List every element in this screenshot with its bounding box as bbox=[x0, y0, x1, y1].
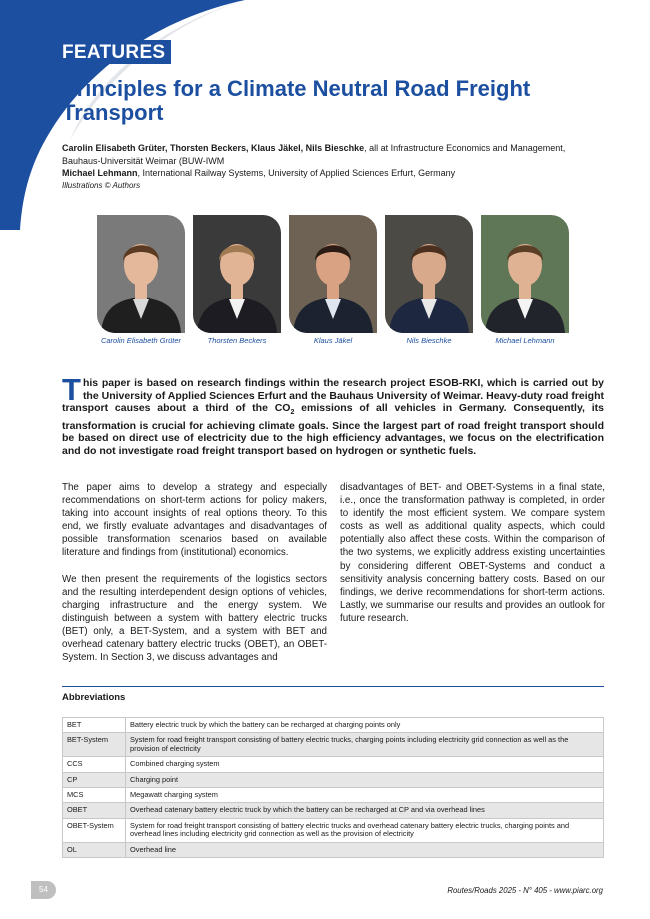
abbreviations-table bbox=[62, 717, 604, 858]
abbreviation-term: MCS bbox=[63, 788, 126, 803]
abbreviation-definition: Combined charging system bbox=[126, 757, 604, 772]
author-affiliation-second: , International Railway Systems, University of Applied Sciences Erfurt, Germany bbox=[137, 168, 456, 178]
abbreviation-term: CCS bbox=[63, 757, 126, 772]
author-affiliation-cont: Bauhaus-Universität Weimar (BUW-IWM bbox=[62, 155, 225, 166]
abstract-text-2: emissions of all vehicles in Germany. Consequently, its transformation is crucial for achieving climate goals. Since the largest part of road freight transport should be based on direct use of electricity due to the high efficiency advantages, we focus on the electrification and do not investigate road freight transport based on hydrogen or synthetic fuels. bbox=[62, 402, 604, 457]
abbreviation-term: OBET bbox=[63, 803, 126, 818]
author-names: Carolin Elisabeth Grüter, Thorsten Beckers, Klaus Jäkel, Nils Bieschke bbox=[62, 143, 365, 153]
abstract-text-1: his paper is based on research findings within the research project ESOB-RKI, which is carried out by the University of Applied Sciences Erfurt and the Bauhaus University of Weimar. Heavy-duty road freight transport causes about a third of the CO bbox=[62, 377, 604, 414]
author-name-second: Michael Lehmann bbox=[62, 168, 138, 178]
table-row bbox=[63, 818, 604, 842]
section-divider bbox=[62, 686, 604, 687]
photo-caption: Klaus Jäkel bbox=[313, 336, 353, 345]
abbreviation-definition: Battery electric truck by which the battery can be recharged at charging points only bbox=[126, 718, 604, 733]
author-photo bbox=[193, 215, 281, 333]
body-paragraph: disadvantages of BET- and OBET-Systems in a final state, i.e., once the transformation pathway is completed, in order to identify the most efficient system. We compare system costs as well as additional quality aspects, which could potentially also affect these costs. Within the comparison of the two systems, we explicitly address existing uncertainties by considering different OBET-Systems and conduct a sensitivity analysis concerning battery costs. Based on our findings, we derive recommendations for short-term actions. Lastly, we summarise our results and provides an outlook for future research. bbox=[340, 482, 605, 624]
abbreviation-definition: Overhead catenary battery electric truck by which the battery can be recharged at CP and via overhead lines bbox=[126, 803, 604, 818]
photo-caption: Michael Lehmann bbox=[495, 336, 555, 345]
abbreviation-term: BET bbox=[63, 718, 126, 733]
photo-caption: Nils Bieschke bbox=[406, 336, 452, 345]
author-photo bbox=[481, 215, 569, 333]
table-row bbox=[63, 733, 604, 757]
page-number: 54 bbox=[31, 881, 56, 899]
abbreviation-definition: Megawatt charging system bbox=[126, 788, 604, 803]
abstract-subscript: 2 bbox=[290, 409, 295, 417]
abbreviation-term: OBET-System bbox=[63, 818, 126, 842]
abbreviation-definition: System for road freight transport consisting of battery electric trucks and overhead catenary battery electric trucks, charging points and overhead lines including electricity grid connection as well as the provision of electricity bbox=[126, 818, 604, 842]
journal-footer: Routes/Roads 2025 - N° 405 - www.piarc.org bbox=[447, 886, 603, 895]
abbreviation-definition: Overhead line bbox=[126, 842, 604, 857]
table-row bbox=[63, 803, 604, 818]
illustration-credit: Illustrations © Authors bbox=[62, 180, 141, 190]
body-column-left bbox=[62, 481, 327, 677]
table-row bbox=[63, 772, 604, 787]
abbreviations-heading: Abbreviations bbox=[62, 692, 126, 703]
table-row bbox=[63, 788, 604, 803]
article-title: Principles for a Climate Neutral Road Freight Transport bbox=[62, 76, 531, 125]
abbreviation-definition: System for road freight transport consisting of battery electric trucks, charging points including electricity grid connection as well as the provision of electricity bbox=[126, 733, 604, 757]
abbreviation-definition: Charging point bbox=[126, 772, 604, 787]
author-photo bbox=[385, 215, 473, 333]
photo-caption: Thorsten Beckers bbox=[207, 336, 267, 345]
section-tag: FEATURES bbox=[56, 40, 171, 64]
author-affiliation: , all at Infrastructure Economics and Management, bbox=[364, 143, 566, 153]
body-paragraph: We then present the requirements of the logistics sectors and the resulting interdependent design options of vehicles, charging infrastructure and the energy system. We distinguish between a system with battery electric trucks (BET) only, a BET-System, and a system with BET and overhead catenary battery electric trucks (OBET), an OBET-System. In Section 3, we discuss advantages and bbox=[62, 573, 327, 664]
table-row bbox=[63, 842, 604, 857]
author-photo bbox=[289, 215, 377, 333]
author-photo bbox=[97, 215, 185, 333]
drop-cap: T bbox=[62, 372, 81, 407]
body-paragraph: The paper aims to develop a strategy and especially recommendations on short-term actions for policy makers, taking into account insights of real options theory. To this end, we firstly evaluate advantages and disadvantages of possible transformation scenarios based on available literature and findings from (institutional) economics. bbox=[62, 482, 327, 559]
abstract bbox=[62, 372, 604, 457]
table-row bbox=[63, 757, 604, 772]
photo-caption: Carolin Elisabeth Grüter bbox=[100, 336, 182, 345]
abbreviation-term: CP bbox=[63, 772, 126, 787]
abbreviation-term: OL bbox=[63, 842, 126, 857]
abbreviation-term: BET-System bbox=[63, 733, 126, 757]
table-row bbox=[63, 718, 604, 733]
body-column-right bbox=[340, 481, 605, 638]
author-block bbox=[62, 142, 602, 192]
